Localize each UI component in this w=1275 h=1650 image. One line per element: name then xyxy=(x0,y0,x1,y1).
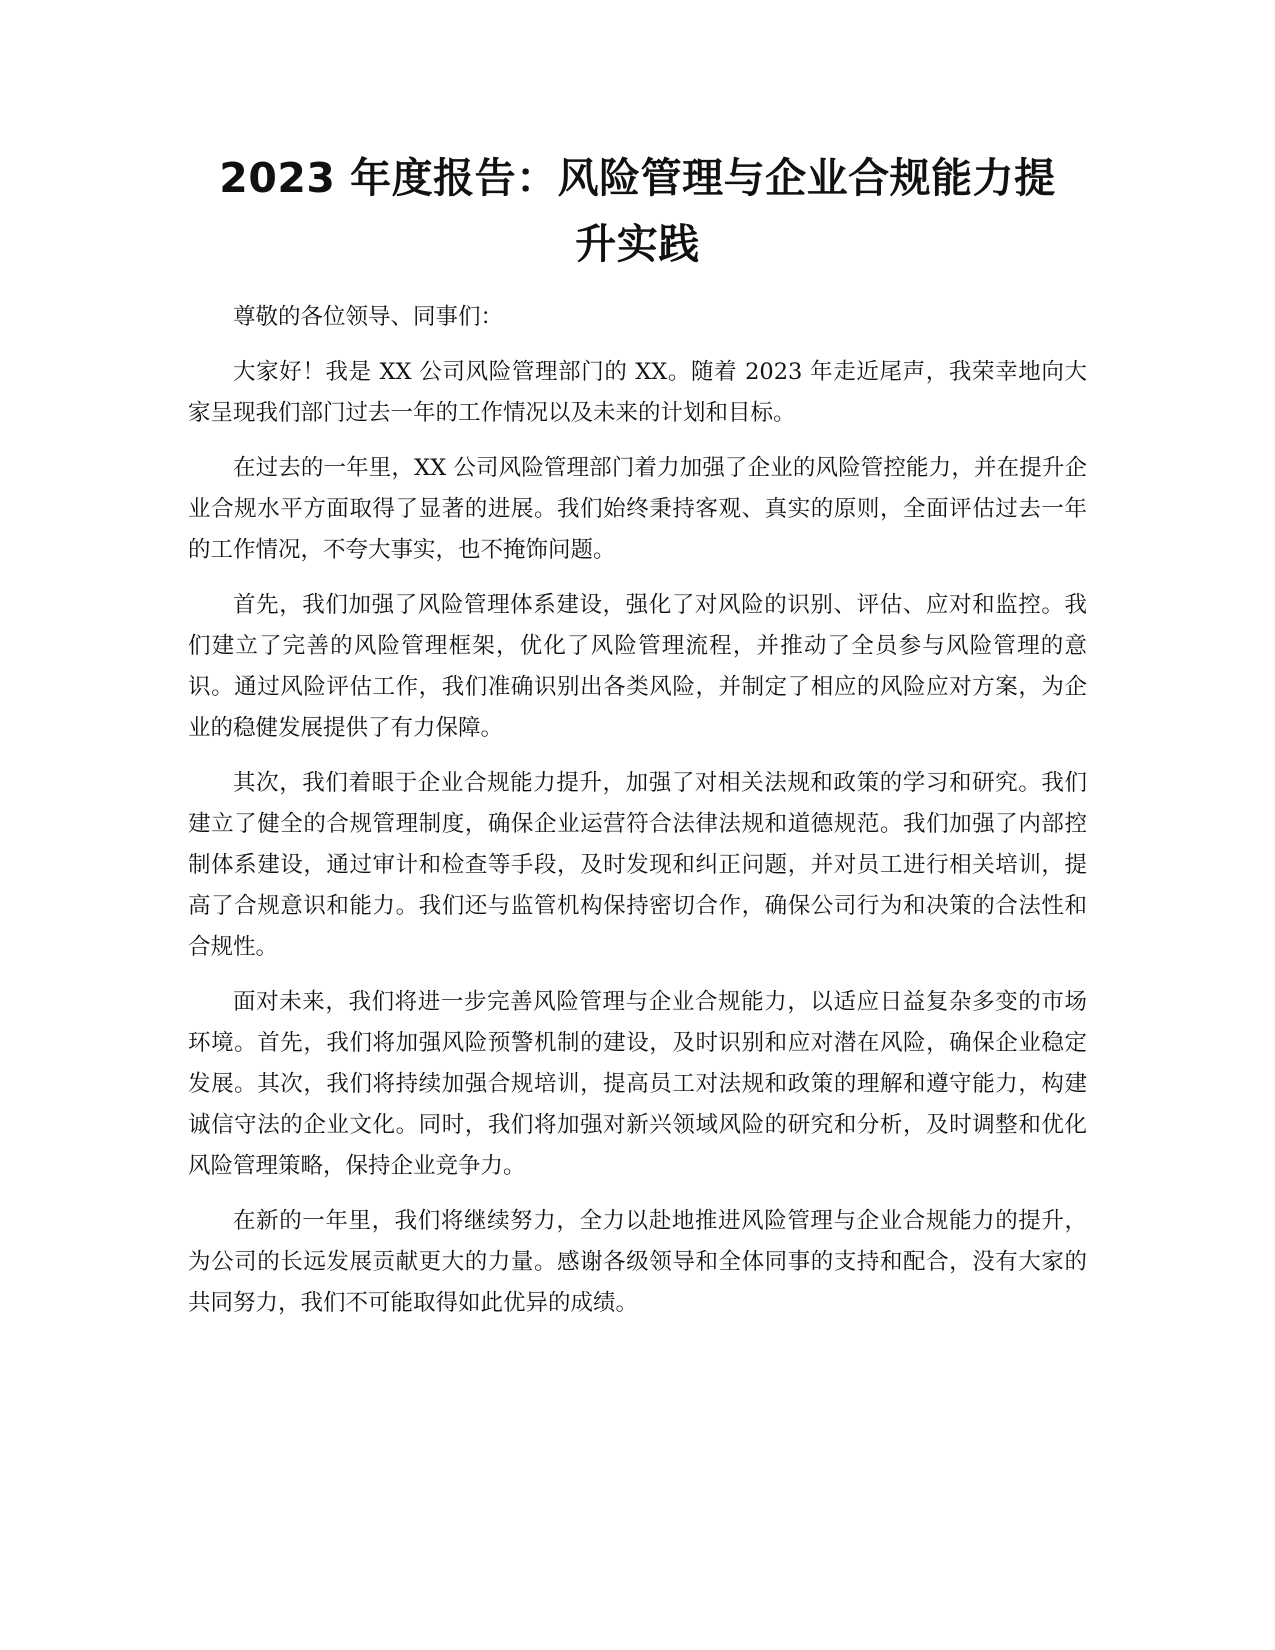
paragraph-future: 面对未来，我们将进一步完善风险管理与企业合规能力，以适应日益复杂多变的市场环境。首先，我们将加强风险预警机制的建设，及时识别和应对潜在风险，确保企业稳定发展。其次，我们将持续加强合规培训，提高员工对法规和政策的理解和遵守能力，构建诚信守法的企业文化。同时，我们将加强对新兴领域风险的研究和分析，及时调整和优化风险管理策略，保持企业竞争力。 xyxy=(188,989,1087,1179)
salutation: 尊敬的各位领导、同事们： xyxy=(233,304,504,330)
paragraph-closing: 在新的一年里，我们将继续努力，全力以赴地推进风险管理与企业合规能力的提升，为公司的长远发展贡献更大的力量。感谢各级领导和全体同事的支持和配合，没有大家的共同努力，我们不可能取得如此优异的成绩。 xyxy=(188,1208,1087,1316)
paragraph-risk-system: 首先，我们加强了风险管理体系建设，强化了对风险的识别、评估、应对和监控。我们建立了完善的风险管理框架，优化了风险管理流程，并推动了全员参与风险管理的意识。通过风险评估工作，我们准确识别出各类风险，并制定了相应的风险应对方案，为企业的稳健发展提供了有力保障。 xyxy=(188,592,1087,741)
title-line-1: 2023 年度报告：风险管理与企业合规能力提 xyxy=(219,154,1056,202)
paragraph-compliance: 其次，我们着眼于企业合规能力提升，加强了对相关法规和政策的学习和研究。我们建立了健全的合规管理制度，确保企业运营符合法律法规和道德规范。我们加强了内部控制体系建设，通过审计和检查等手段，及时发现和纠正问题，并对员工进行相关培训，提高了合规意识和能力。我们还与监管机构保持密切合作，确保公司行为和决策的合法性和合规性。 xyxy=(188,770,1087,960)
title-line-2: 升实践 xyxy=(575,220,700,268)
paragraph-past-year: 在过去的一年里，XX 公司风险管理部门着力加强了企业的风险管控能力，并在提升企业合规水平方面取得了显著的进展。我们始终秉持客观、真实的原则，全面评估过去一年的工作情况，不夸大事实，也不掩饰问题。 xyxy=(188,455,1087,563)
document-title xyxy=(188,145,1087,277)
paragraph-greeting: 大家好！我是 XX 公司风险管理部门的 XX。随着 2023 年走近尾声，我荣幸地向大家呈现我们部门过去一年的工作情况以及未来的计划和目标。 xyxy=(188,359,1087,426)
